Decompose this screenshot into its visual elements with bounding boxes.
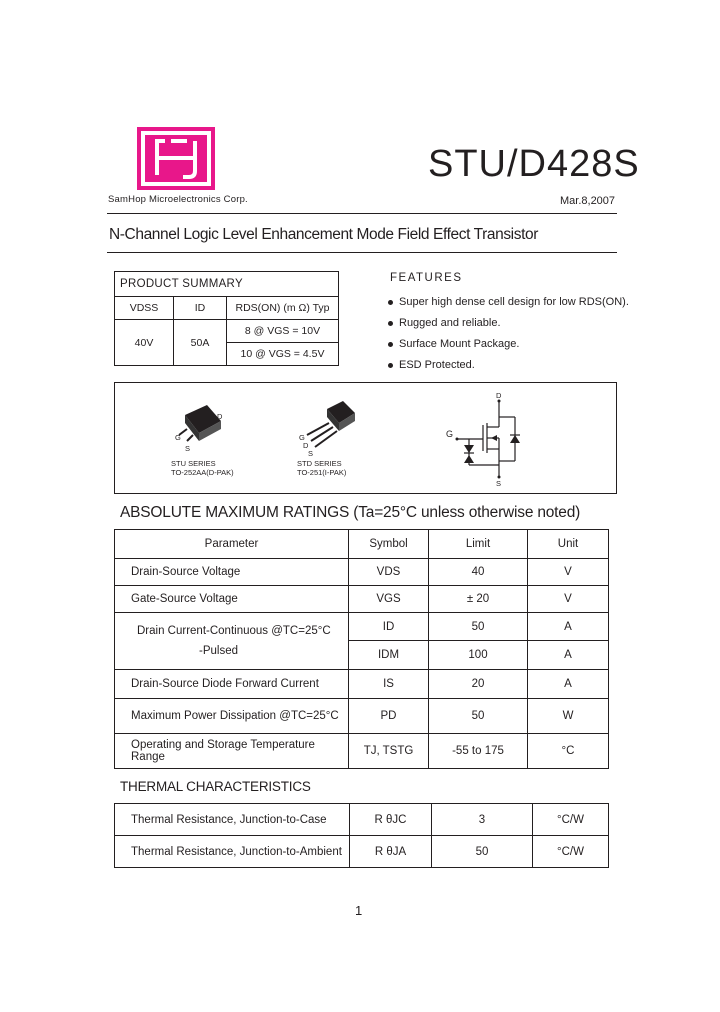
vdss-value: 40V — [115, 320, 174, 366]
table-row: Drain Current-Continuous @TC=25°C -Pulsed ID 50 A — [115, 613, 609, 641]
abs-max-title: ABSOLUTE MAXIMUM RATINGS (Ta=25°C unless otherwise noted) — [120, 504, 581, 521]
vdss-header: VDSS — [115, 297, 174, 320]
bullet-icon — [388, 363, 393, 368]
table-row: Maximum Power Dissipation @TC=25°C PD 50 W — [115, 699, 609, 734]
table-row: IDM 100 A — [115, 641, 609, 670]
table-row: Drain-Source Voltage VDS 40 V — [115, 559, 609, 586]
schematic-pin-d: D — [496, 391, 502, 400]
ipak-pin-s: S — [308, 449, 314, 458]
subtitle-divider — [107, 252, 617, 253]
id-header: ID — [174, 297, 227, 320]
col-header-symbol: Symbol — [349, 530, 429, 559]
dpak-pin-d: D — [217, 412, 223, 421]
rds-value-1: 8 @ VGS = 10V — [227, 320, 339, 343]
dpak-pin-s: S — [185, 444, 191, 453]
feature-item: ESD Protected. — [388, 357, 629, 378]
part-number: STU/D428S — [428, 143, 640, 185]
thermal-table — [114, 803, 609, 868]
rds-header: RDS(ON) (m Ω) Typ — [227, 297, 339, 320]
bullet-icon — [388, 321, 393, 326]
table-row: Gate-Source Voltage VGS ± 20 V — [115, 586, 609, 613]
features-list — [388, 294, 629, 378]
table-row: Thermal Resistance, Junction-to-Ambient R θJA 50 °C/W — [115, 836, 609, 868]
col-header-limit: Limit — [429, 530, 528, 559]
ipak-pin-g: G — [299, 433, 305, 442]
page-number: 1 — [355, 903, 363, 918]
stu-series-label: STU SERIES TO-252AA(D-PAK) — [171, 459, 234, 477]
schematic-pin-g: G — [446, 429, 454, 439]
rds-value-2: 10 @ VGS = 4.5V — [227, 343, 339, 366]
std-series-label: STD SERIES TO-251(I-PAK) — [297, 459, 347, 477]
dpak-pin-g: G — [175, 433, 181, 442]
product-summary-title: PRODUCT SUMMARY — [115, 272, 339, 297]
feature-item: Rugged and reliable. — [388, 315, 629, 336]
bullet-icon — [388, 300, 393, 305]
id-value: 50A — [174, 320, 227, 366]
header-divider — [107, 213, 617, 214]
dpak-package-icon — [173, 401, 233, 453]
mosfet-schematic-icon — [441, 391, 541, 487]
company-logo — [137, 127, 215, 190]
product-summary-table — [114, 271, 339, 366]
document-date: Mar.8,2007 — [560, 195, 616, 207]
bullet-icon — [388, 342, 393, 347]
schematic-pin-s: S — [496, 479, 502, 488]
feature-item: Surface Mount Package. — [388, 336, 629, 357]
feature-item: Super high dense cell design for low RDS(ON). — [388, 294, 629, 315]
col-header-parameter: Parameter — [115, 530, 349, 559]
features-title: FEATURES — [390, 272, 463, 284]
table-row: Operating and Storage Temperature Range TJ, TSTG -55 to 175 °C — [115, 734, 609, 769]
thermal-title: THERMAL CHARACTERISTICS — [120, 779, 311, 794]
company-name: SamHop Microelectronics Corp. — [108, 194, 248, 205]
ipak-pin-d: D — [303, 441, 309, 450]
package-figure-box — [114, 382, 617, 494]
table-row: Drain-Source Diode Forward Current IS 20 A — [115, 670, 609, 699]
page-subtitle: N-Channel Logic Level Enhancement Mode Field Effect Transistor — [109, 226, 538, 243]
abs-max-table — [114, 529, 609, 769]
table-row: Thermal Resistance, Junction-to-Case R θJC 3 °C/W — [115, 804, 609, 836]
col-header-unit: Unit — [528, 530, 609, 559]
